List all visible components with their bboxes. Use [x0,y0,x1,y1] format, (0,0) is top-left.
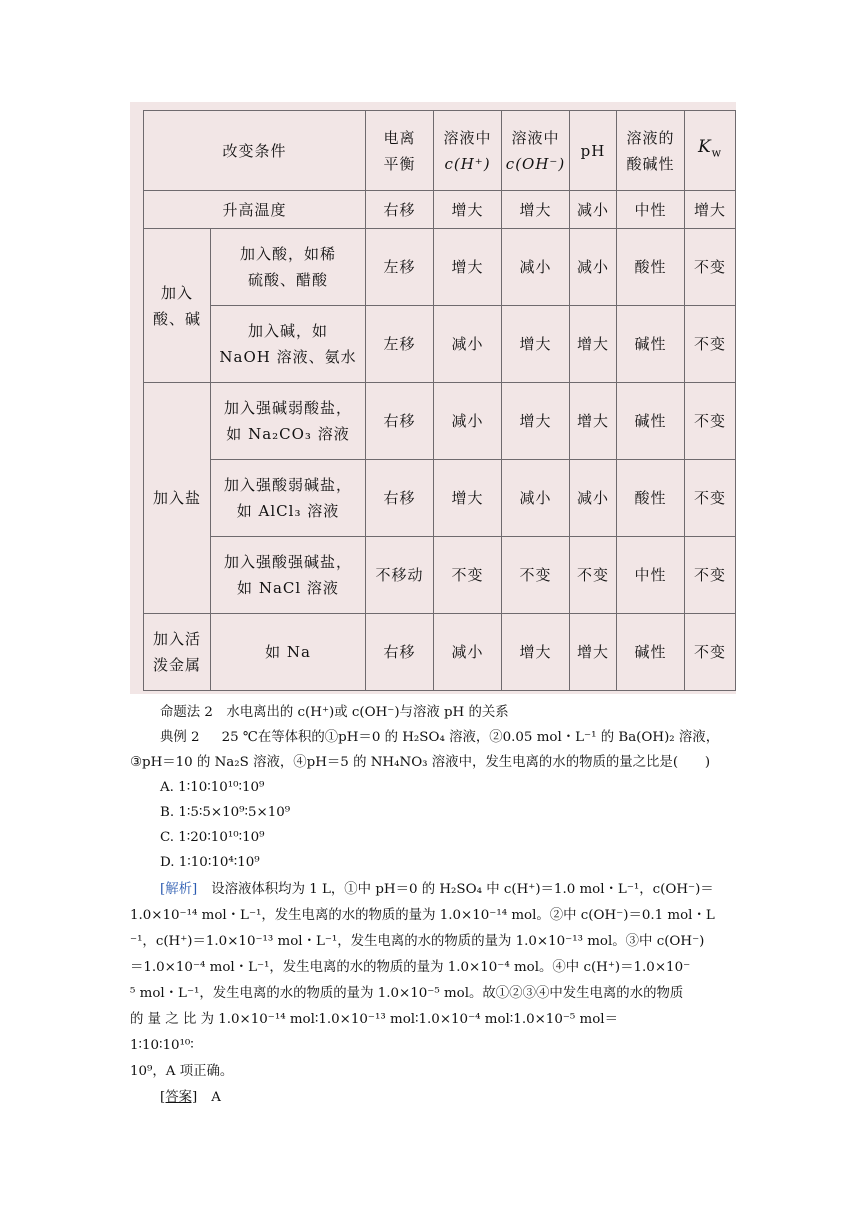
header-c-oh: 溶液中 c(OH⁻) [502,111,570,191]
table-cell: 增大 [434,229,502,306]
table-cell: 碱性 [617,306,685,383]
example-line-1: 典例 2 25 ℃在等体积的①pH＝0 的 H₂SO₄ 溶液，②0.05 mol・L⁻¹ 的 Ba(OH)₂ 溶液， [160,730,720,745]
table-cell: 中性 [617,537,685,614]
table-cell: 不变 [685,614,736,691]
table-cell: 增大 [434,191,502,229]
table-cell: 右移 [366,614,434,691]
table-cell: 不变 [685,460,736,537]
table-cell: 不变 [685,306,736,383]
table-row [144,537,736,614]
table-cell: 碱性 [617,614,685,691]
analysis-line-8: 10⁹，A 项正确。 [130,1064,234,1079]
row-label: 加入强碱弱酸盐， 如 Na₂CO₃ 溶液 [211,383,366,460]
table-cell: 减小 [502,229,570,306]
row-label: 如 Na [211,614,366,691]
table-cell: 减小 [570,460,617,537]
table-header-row [144,111,736,191]
table-cell: 不变 [685,383,736,460]
analysis-line-1: [解析] 设溶液体积均为 1 L，①中 pH＝0 的 H₂SO₄ 中 c(H⁺)＝1.0 mol・L⁻¹，c(OH⁻)＝ [160,882,714,897]
table-cell: 增大 [570,614,617,691]
table-cell: 右移 [366,383,434,460]
answer-line [160,1085,221,1110]
table-cell: 右移 [366,191,434,229]
example-line-2: ③pH＝10 的 Na₂S 溶液，④pH＝5 的 NH₄NO₃ 溶液中，发生电离的水的物质的量之比是( ) [130,755,711,770]
table-cell: 增大 [570,383,617,460]
table-cell: 不移动 [366,537,434,614]
table-cell: 增大 [434,460,502,537]
analysis-line-7: 1∶10∶10¹⁰∶ [130,1038,194,1053]
condition-table-figure [130,102,736,694]
table-cell: 增大 [502,306,570,383]
table-cell: 减小 [570,229,617,306]
analysis-line-2: 1.0×10⁻¹⁴ mol・L⁻¹，发生电离的水的物质的量为 1.0×10⁻¹⁴ mol。②中 c(OH⁻)＝0.1 mol・L [130,908,715,923]
table-cell: 增大 [502,383,570,460]
table-cell: 减小 [570,191,617,229]
option-d: D. 1∶10∶10⁴∶10⁹ [160,855,260,870]
table-cell: 减小 [502,460,570,537]
option-b: B. 1∶5∶5×10⁹∶5×10⁹ [160,805,291,820]
analysis-label: [解析] [160,882,198,897]
header-equilibrium: 电离 平衡 [366,111,434,191]
row-label: 加入酸，如稀 硫酸、醋酸 [211,229,366,306]
table-row [144,229,736,306]
table-cell: 增大 [685,191,736,229]
table-row [144,460,736,537]
table-row [144,614,736,691]
group-label-salt: 加入盐 [144,383,211,614]
table-cell: 不变 [570,537,617,614]
table-cell: 减小 [434,383,502,460]
ionization-conditions-table [143,110,736,691]
table-cell: 增大 [570,306,617,383]
header-condition: 改变条件 [144,111,366,191]
row-label: 加入强酸强碱盐， 如 NaCl 溶液 [211,537,366,614]
table-row [144,191,736,229]
analysis-line-4: ＝1.0×10⁻⁴ mol・L⁻¹，发生电离的水的物质的量为 1.0×10⁻⁴ mol。④中 c(H⁺)＝1.0×10⁻ [130,960,691,975]
analysis-line-5: ⁵ mol・L⁻¹，发生电离的水的物质的量为 1.0×10⁻⁵ mol。故①②③④中发生电离的水的物质 [130,986,684,1001]
group-label-acid-base: 加入 酸、碱 [144,229,211,383]
table-cell: 酸性 [617,229,685,306]
option-a: A. 1∶10∶10¹⁰∶10⁹ [160,780,265,795]
section-heading: 命题法 2 水电离出的 c(H⁺)或 c(OH⁻)与溶液 pH 的关系 [160,705,509,720]
table-cell: 右移 [366,460,434,537]
table-cell: 不变 [685,537,736,614]
row-label: 加入碱，如 NaOH 溶液、氨水 [211,306,366,383]
example-label: 典例 2 [160,730,200,745]
table-cell: 不变 [434,537,502,614]
table-cell: 左移 [366,306,434,383]
table-cell: 酸性 [617,460,685,537]
answer-value: A [211,1090,221,1105]
table-cell: 减小 [434,614,502,691]
row-label: 加入强酸弱碱盐， 如 AlCl₃ 溶液 [211,460,366,537]
table-cell: 增大 [502,614,570,691]
analysis-line-6: 的 量 之 比 为 1.0×10⁻¹⁴ mol∶1.0×10⁻¹³ mol∶1.0×10⁻⁴ mol∶1.0×10⁻⁵ mol＝ [130,1012,618,1027]
header-ph: pH [570,111,617,191]
table-cell: 碱性 [617,383,685,460]
group-label-metal: 加入活 泼金属 [144,614,211,691]
row-label: 升高温度 [144,191,366,229]
table-row [144,306,736,383]
header-c-h: 溶液中 c(H⁺) [434,111,502,191]
table-cell: 不变 [685,229,736,306]
header-acidity: 溶液的 酸碱性 [617,111,685,191]
table-row [144,383,736,460]
table-cell: 减小 [434,306,502,383]
table-cell: 中性 [617,191,685,229]
analysis-line-3: ⁻¹，c(H⁺)＝1.0×10⁻¹³ mol・L⁻¹，发生电离的水的物质的量为 1.0×10⁻¹³ mol。③中 c(OH⁻) [130,934,705,949]
table-cell: 增大 [502,191,570,229]
table-cell: 左移 [366,229,434,306]
header-kw: $K_w$ [685,111,736,191]
option-c: C. 1∶20∶10¹⁰∶10⁹ [160,830,265,845]
table-cell: 不变 [502,537,570,614]
answer-label: [答案] [160,1090,198,1105]
